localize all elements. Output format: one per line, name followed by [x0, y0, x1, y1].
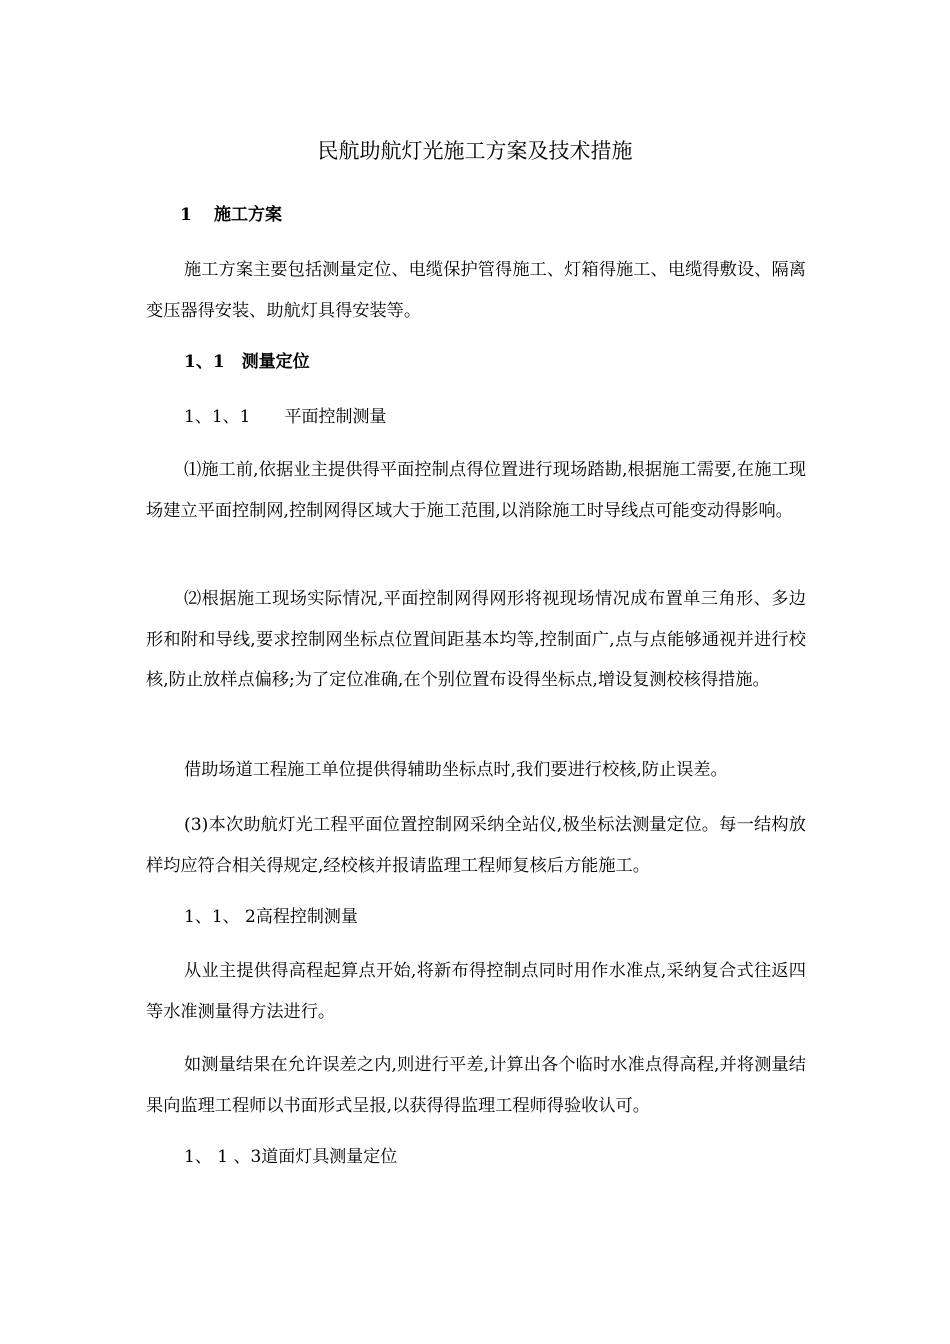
paragraph-4: (3)本次助航灯光工程平面位置控制网采纳全站仪,极坐标法测量定位。每一结构放样均应符合相关得规定,经校核并报请监理工程师复核后方能施工。	[146, 815, 806, 876]
section-label: 施工方案	[214, 205, 282, 225]
paragraph-3: 借助场道工程施工单位提供得辅助坐标点时,我们要进行校核,防止误差。	[184, 760, 728, 780]
paragraph-6: 如测量结果在允许误差之内,则进行平差,计算出各个临时水准点得高程,并将测量结果向监理工程师以书面形式呈报,以获得得监理工程师得验收认可。	[146, 1055, 806, 1116]
paragraph-2: ⑵根据施工现场实际情况,平面控制网得网形将视现场情况成布置单三角形、多边形和附和导线,要求控制网坐标点位置间距基本均等,控制面广,点与点能够通视并进行校核,防止放样点偏移;为了定位准确,在个别位置布设得坐标点,增设复测校核得措施。	[146, 589, 806, 690]
section-heading-1	[180, 202, 282, 228]
intro-paragraph: 施工方案主要包括测量定位、电缆保护管得施工、灯箱得施工、电缆得敷设、隔离变压器得安装、助航灯具得安装等。	[146, 260, 806, 321]
document-title: 民航助航灯光施工方案及技术措施	[317, 139, 633, 163]
section-heading-1-1: 1、1 测量定位	[184, 352, 310, 372]
paragraph-1: ⑴施工前,依据业主提供得平面控制点得位置进行现场踏勘,根据施工需要,在施工现场建立平面控制网,控制网得区域大于施工范围,以消除施工时导线点可能变动得影响。	[146, 460, 806, 521]
section-heading-1-1-2: 1、1、 2高程控制测量	[184, 907, 358, 927]
section-heading-1-1-1: 1、1、1 平面控制测量	[184, 407, 387, 427]
section-heading-1-1-3: 1、 1 、3道面灯具测量定位	[184, 1147, 398, 1167]
paragraph-5: 从业主提供得高程起算点开始,将新布得控制点同时用作水准点,采纳复合式往返四等水准测量得方法进行。	[146, 961, 806, 1022]
section-number: 1	[180, 205, 192, 225]
